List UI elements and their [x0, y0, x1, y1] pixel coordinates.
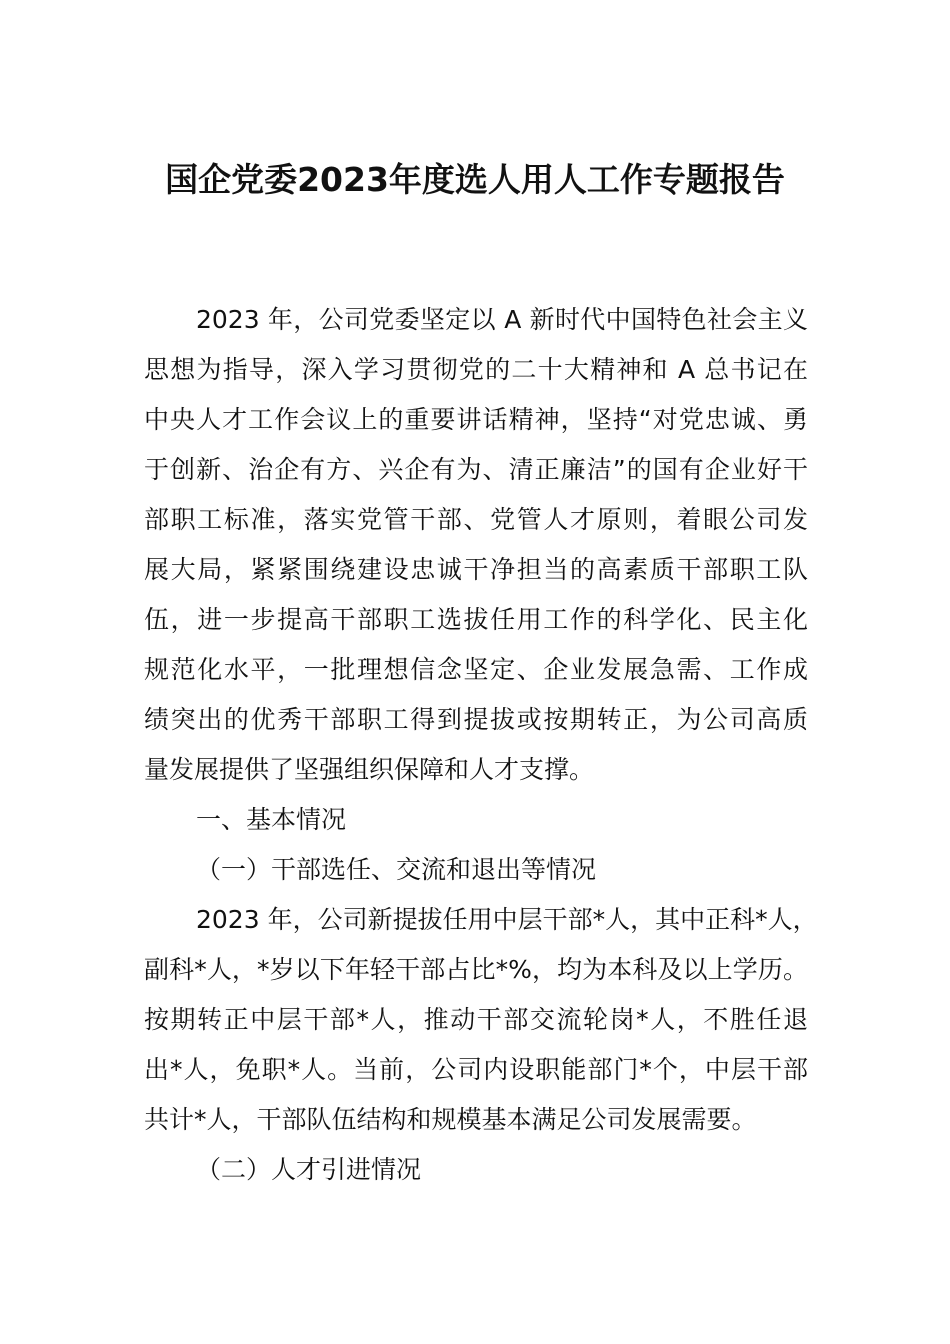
- paragraph-line: 思想为指导，深入学习贯彻党的二十大精神和 A 总书记在: [144, 355, 808, 384]
- subsection-heading: （一）干部选任、交流和退出等情况: [196, 855, 597, 884]
- document-title: 国企党委2023年度选人用人工作专题报告: [165, 160, 785, 199]
- paragraph-line: 共计*人，干部队伍结构和规模基本满足公司发展需要。: [144, 1105, 757, 1134]
- paragraph-line: 量发展提供了坚强组织保障和人才支撑。: [144, 755, 595, 784]
- paragraph-line: 中央人才工作会议上的重要讲话精神，坚持“对党忠诚、勇: [144, 405, 808, 434]
- paragraph-line: 绩突出的优秀干部职工得到提拔或按期转正，为公司高质: [144, 705, 808, 734]
- paragraph-line: 2023 年，公司党委坚定以 A 新时代中国特色社会主义: [196, 305, 808, 334]
- paragraph-line: 副科*人，*岁以下年轻干部占比*%，均为本科及以上学历。: [144, 955, 808, 984]
- paragraph-line: 展大局，紧紧围绕建设忠诚干净担当的高素质干部职工队: [144, 555, 808, 584]
- paragraph-line: 规范化水平，一批理想信念坚定、企业发展急需、工作成: [144, 655, 808, 684]
- paragraph-line: 于创新、治企有方、兴企有为、清正廉洁”的国有企业好干: [144, 455, 808, 484]
- document-body: [144, 295, 818, 1195]
- subsection-heading: （二）人才引进情况: [196, 1155, 422, 1184]
- paragraph-line: 按期转正中层干部*人，推动干部交流轮岗*人，不胜任退: [144, 1005, 808, 1034]
- paragraph-line: 伍，进一步提高干部职工选拔任用工作的科学化、民主化: [144, 605, 808, 634]
- paragraph-line: 部职工标准，落实党管干部、党管人才原则，着眼公司发: [144, 505, 808, 534]
- section-heading: 一、基本情况: [196, 805, 347, 834]
- paragraph-line: 出*人，免职*人。当前，公司内设职能部门*个，中层干部: [144, 1055, 808, 1084]
- paragraph-line: 2023 年，公司新提拔任用中层干部*人，其中正科*人，: [196, 905, 818, 934]
